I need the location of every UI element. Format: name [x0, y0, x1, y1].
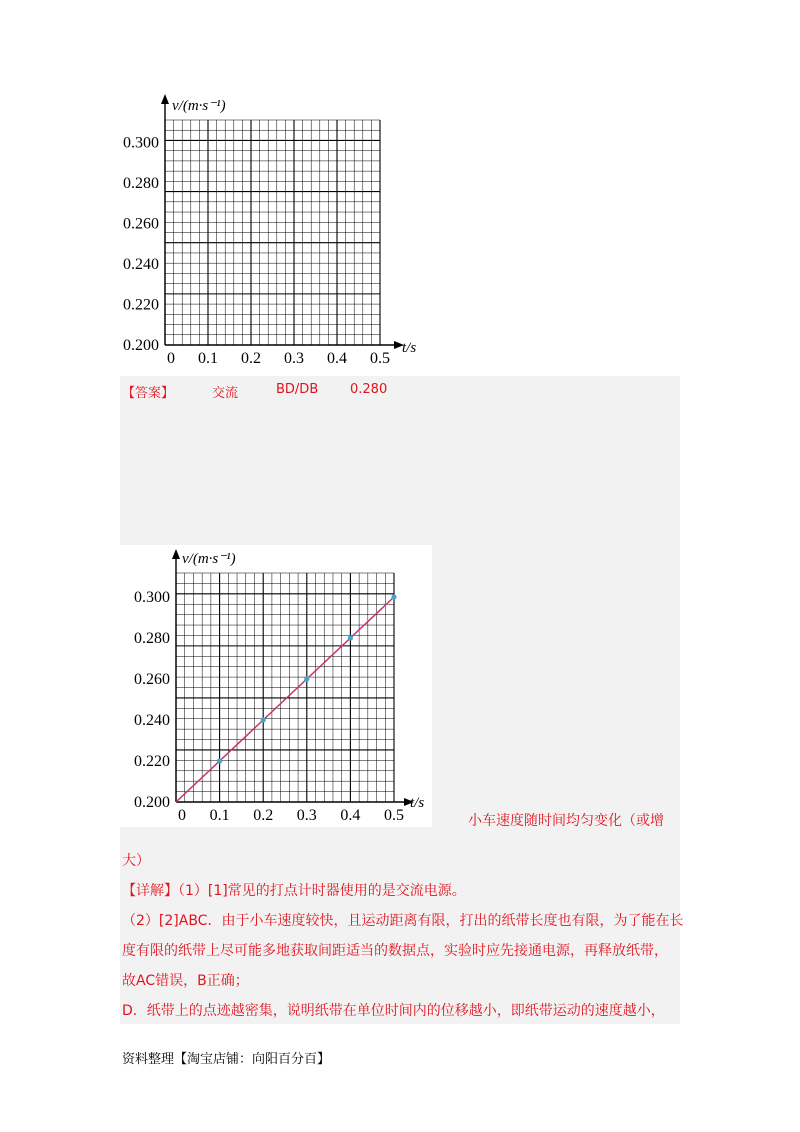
detail-line-2: （2）[2]ABC．由于小车速度较快，且运动距离有限，打出的纸带长度也有限，为了能在长	[122, 913, 684, 929]
y-tick-label: 0.220	[123, 296, 159, 314]
x-tick-label: 0.5	[370, 350, 390, 367]
y-tick-label: 0.240	[123, 256, 159, 273]
answer-graph-panel	[120, 545, 432, 827]
y-tick-label: 0.260	[123, 215, 159, 233]
answer-3: 0.280	[350, 382, 388, 397]
answer-1: 交流	[212, 386, 239, 401]
x-tick-label: 0.5	[384, 807, 404, 824]
data-point	[217, 758, 222, 763]
y-axis-label: v/(m·s⁻¹)	[182, 551, 236, 567]
x-tick-label: 0.2	[241, 350, 261, 367]
data-point	[304, 676, 309, 681]
x-axis-label: t/s	[402, 340, 417, 356]
y-tick-label: 0.300	[134, 589, 170, 606]
y-tick-label: 0.200	[134, 794, 170, 811]
y-tick-labels	[134, 589, 170, 811]
conclusion-text-b: 大）	[122, 853, 150, 869]
detail-1: （1）[1]常见的打点计时器使用的是交流电源。	[178, 883, 466, 899]
empty-grid-graph	[110, 90, 430, 370]
velocity-time-chart	[120, 545, 432, 827]
y-tick-label: 0.240	[134, 712, 170, 729]
x-axis-label: t/s	[410, 795, 425, 811]
x-tick-label: 0	[178, 807, 186, 824]
y-tick-label: 0.280	[123, 175, 159, 192]
y-tick-label: 0.260	[134, 671, 170, 688]
conclusion-text-a: 小车速度随时间均匀变化（或增	[468, 813, 664, 829]
detail-line-1	[122, 882, 466, 900]
detail-line-4: 故AC错误，B正确；	[122, 973, 249, 989]
x-tick-label: 0.3	[284, 350, 304, 367]
answer-label: 【答案】	[122, 386, 175, 401]
y-tick-label: 0.280	[134, 630, 170, 647]
x-tick-label: 0.2	[253, 807, 274, 824]
axes	[161, 94, 404, 349]
answer-2: BD/DB	[276, 382, 319, 397]
data-point	[348, 635, 353, 640]
y-tick-label: 0.300	[123, 134, 159, 152]
x-tick-label: 0.3	[296, 807, 317, 824]
fit-line	[176, 597, 394, 802]
detail-line-5: D．纸带上的点迹越密集，说明纸带在单位时间内的位移越小，即纸带运动的速度越小，	[122, 1003, 665, 1019]
y-tick-label: 0.200	[123, 337, 159, 354]
x-tick-labels	[178, 807, 404, 824]
detail-label: 【详解】	[122, 883, 178, 899]
x-tick-label: 0.4	[327, 350, 347, 367]
y-tick-labels	[123, 135, 159, 355]
data-point	[391, 594, 396, 599]
x-tick-label: 0.1	[209, 807, 230, 824]
x-tick-labels	[167, 350, 390, 367]
grid-lines	[176, 573, 394, 802]
data-point	[261, 717, 266, 722]
footer-text: 资料整理【淘宝店铺：向阳百分百】	[122, 1052, 331, 1067]
x-tick-label: 0.4	[340, 807, 361, 824]
x-tick-label: 0.1	[198, 350, 218, 367]
detail-line-3: 度有限的纸带上尽可能多地获取间距适当的数据点，实验时应先接通电源，再释放纸带，	[122, 943, 668, 959]
y-axis-label: v/(m·s⁻¹)	[172, 98, 226, 114]
axes	[172, 549, 414, 806]
x-tick-label: 0	[167, 350, 175, 367]
grid-lines	[165, 120, 380, 345]
y-tick-label: 0.220	[134, 753, 170, 770]
